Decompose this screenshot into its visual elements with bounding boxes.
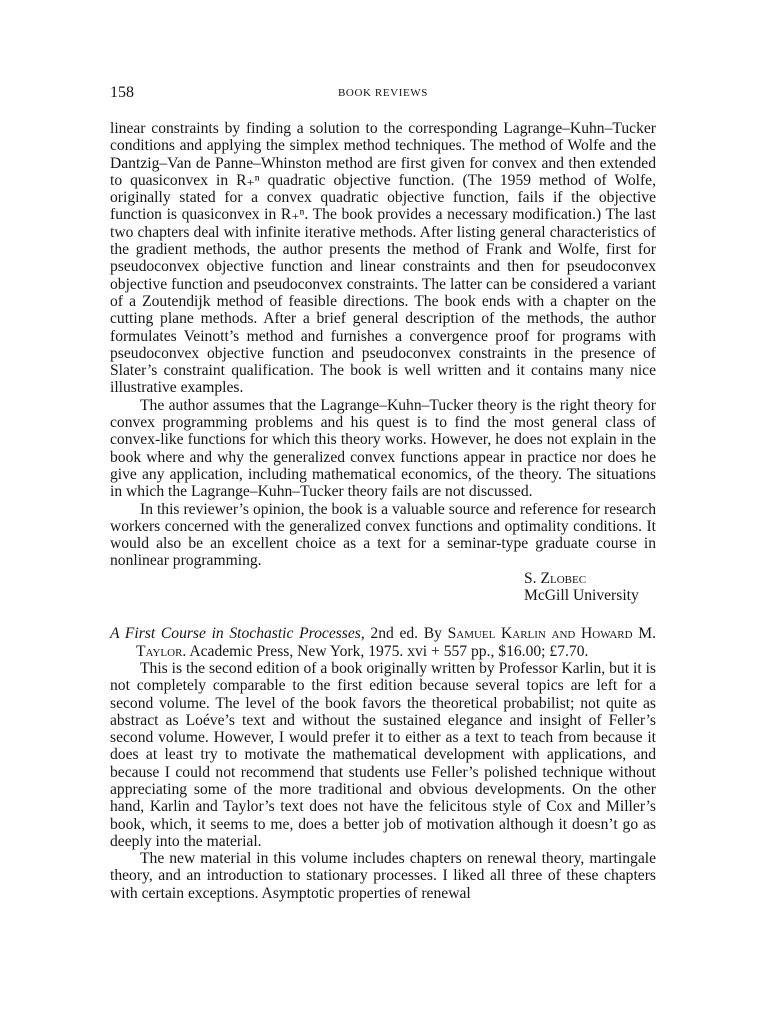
reviewer-name: S. Zlobec (524, 569, 587, 587)
review-2-citation (110, 625, 656, 660)
book-title: A First Course in Stochastic Processes (110, 625, 361, 643)
review-2-paragraph-2: The new material in this volume includes chapters on renewal theory, martingale theory, and an introduction to stationary processes. I liked all three of these chapters with certain exceptions. Asymptotic properties of renewal (110, 850, 656, 902)
book-publication: . Academic Press, New York, 1975. xvi + 557 pp., $16.00; £7.70. (182, 642, 589, 660)
reviewer-signature (524, 570, 656, 605)
review-1-paragraph-1: linear constraints by finding a solution to the corresponding Lagrange–Kuhn–Tucker conditions and applying the simplex method techniques. The method of Wolfe and the Dantzig–Van de Panne–Whinston method are first given for convex and then extended to quasiconvex in R₊ⁿ quadratic objective function. (The 1959 method of Wolfe, originally stated for a convex quadratic objective function, fails if the objective function is quasiconvex in R₊ⁿ. The book provides a necessary modification.) The last two chapters deal with infinite iterative methods. After listing general characteristics of the gradient methods, the author presents the method of Frank and Wolfe, first for pseudoconvex objective function and linear constraints and then for pseudoconvex objective function and pseudoconvex constraints. The latter can be considered a variant of a Zoutendijk method of feasible directions. The book ends with a chapter on the cutting plane methods. After a brief general description of the methods, the author formulates Veinott’s method and furnishes a convergence proof for programs with pseudoconvex objective function and pseudoconvex constraints in the presence of Slater’s constraint qualification. The book is well written and it contains many nice illustrative examples. (110, 120, 656, 397)
review-2 (110, 660, 656, 902)
book-edition: , 2nd ed. By (360, 625, 448, 643)
book-authors: Samuel Karlin and Howard M. Taylor (136, 625, 657, 660)
review-1-paragraph-2: The author assumes that the Lagrange–Kuhn–Tucker theory is the right theory for convex programming problems and his quest is to find the most general class of convex-like functions for which this theory works. However, he does not explain in the book where and why the generalized convex functions appear in practice nor does he give any application, including mathematical economics, of the theory. The situations in which the Lagrange–Kuhn–Tucker theory fails are not discussed. (110, 396, 656, 501)
reviewer-affiliation: McGill University (524, 587, 639, 605)
review-2-paragraph-1: This is the second edition of a book originally written by Professor Karlin, but it is not completely comparable to the first edition because several topics are left for a second volume. The level of the book favors the theoretical probabilist; not quite as abstract as Loéve’s text and without the sustained elegance and insight of Feller’s second volume. However, I would prefer it to either as a text to teach from because it does at least try to motivate the mathematical development with applications, and because I could not recommend that students use Feller’s polished technique without appreciating some of the more traditional and obvious developments. On the other hand, Karlin and Taylor’s text does not have the felicitous style of Cox and Miller’s book, which, it seems to me, does a better job of motivation although it doesn’t go as deeply into the material. (110, 659, 656, 850)
review-1 (110, 120, 656, 604)
running-head: BOOK REVIEWS (337, 87, 428, 99)
review-1-paragraph-3: In this reviewer’s opinion, the book is a valuable source and reference for research workers concerned with the generalized convex functions and optimality conditions. It would also be an excellent choice as a text for a seminar-type graduate course in nonlinear programming. (110, 500, 656, 570)
page-number: 158 (110, 84, 134, 101)
page-header (110, 84, 656, 106)
page (110, 84, 656, 902)
